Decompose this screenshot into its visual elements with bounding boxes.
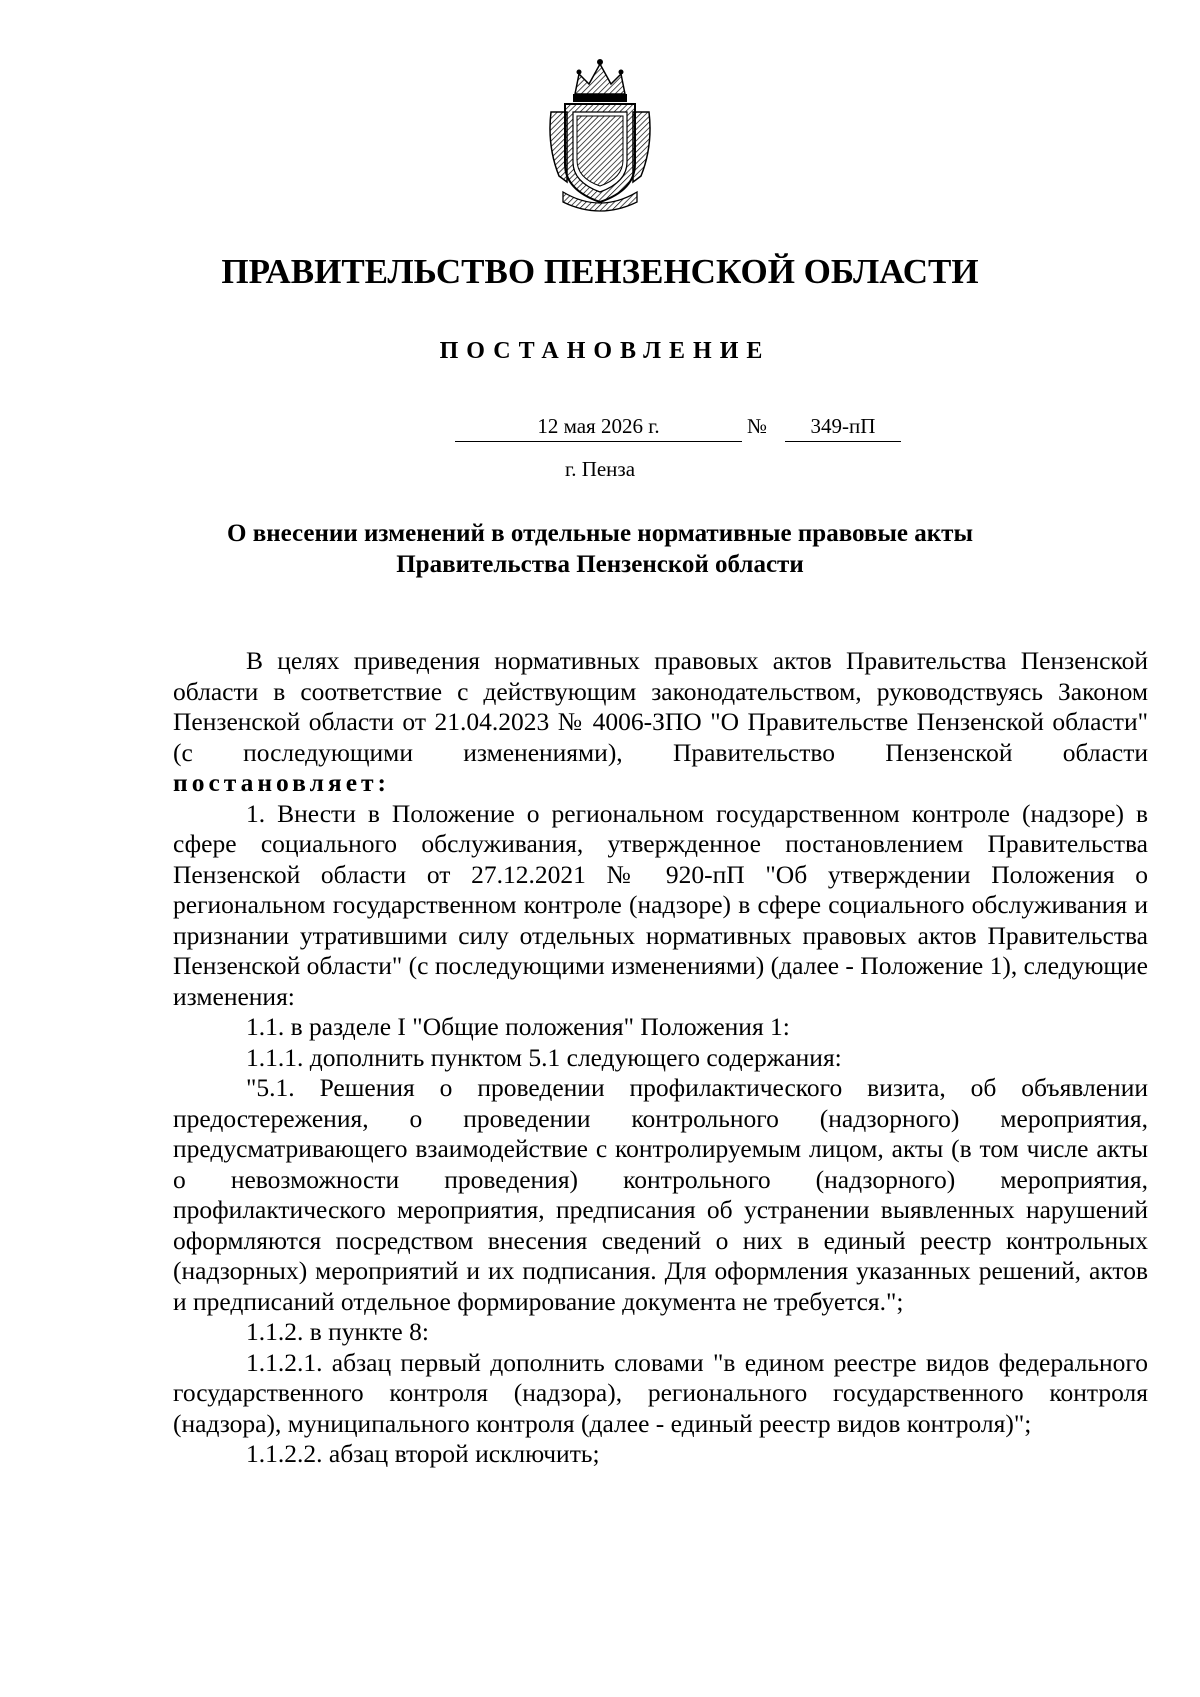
city: г. Пенза [564, 457, 636, 481]
document-subject [150, 518, 1050, 580]
subject-line-2: Правительства Пензенской области [396, 551, 804, 578]
preamble-text: В целях приведения нормативных правовых актов Правительства Пензенской области в соответствие с действующим законодательством, руководствуясь Законом Пензенской области от 21.04.2023 № 4006-ЗПО "О Правительстве Пензенской области" (с последующими изменениями), Правительство Пензенской области [173, 646, 1148, 767]
resolves-word: постановляет: [173, 768, 391, 797]
document-date: 12 мая 2026 г. [455, 414, 742, 442]
subject-line-1: О внесении изменений в отдельные нормативные правовые акты [227, 520, 973, 547]
paragraph-1-1-2-1: 1.1.2.1. абзац первый дополнить словами "в едином реестре видов федерального государственного контроля (надзора), регионального государственного контроля (надзора), муниципального контроля (далее - единый реестр видов контроля)"; [173, 1347, 1148, 1438]
date-number-line [455, 414, 905, 444]
paragraph-1-1-1: 1.1.1. дополнить пунктом 5.1 следующего содержания: [246, 1042, 842, 1072]
document-number: 349-пП [785, 414, 901, 442]
paragraph-5-1-quote: "5.1. Решения о проведении профилактического визита, об объявлении предостережения, о проведении контрольного (надзорного) мероприятия, предусматривающего взаимодействие с контролируемым лицом, акты (в том числе акты о невозможности проведения) контрольного (надзорного) мероприятия, профилактического мероприятия, предписания об устранении выявленных нарушений оформляются посредством внесения сведений о них в единый реестр контрольных (надзорных) мероприятий и их подписания. Для оформления указанных решений, актов и предписаний отдельное формирование документа не требуется."; [173, 1073, 1148, 1316]
paragraph-1-1-2-2: 1.1.2.2. абзац второй исключить; [246, 1439, 600, 1468]
paragraph-1-1-2: 1.1.2. в пункте 8: [246, 1317, 429, 1346]
government-title: ПРАВИТЕЛЬСТВО ПЕНЗЕНСКОЙ ОБЛАСТИ [221, 252, 979, 291]
preamble-paragraph [173, 646, 1148, 799]
paragraph-1-1: 1.1. в разделе I "Общие положения" Положения 1: [246, 1012, 790, 1041]
number-sign: № [747, 414, 768, 438]
document-body [173, 646, 1148, 1470]
paragraph-1: 1. Внести в Положение о региональном государственном контроле (надзоре) в сфере социального обслуживания, утвержденное постановлением Правительства Пензенской области от 27.12.2021 № 920-пП "Об утверждении Положения о региональном государственном контроле (надзоре) в сфере социального обслуживания и признании утратившими силу отдельных нормативных правовых актов Правительства Пензенской области" (с последующими изменениями) (далее - Положение 1), следующие изменения: [173, 798, 1148, 1011]
document-type: ПОСТАНОВЛЕНИЕ [439, 338, 771, 364]
penza-coat-of-arms-emblem [545, 56, 655, 212]
